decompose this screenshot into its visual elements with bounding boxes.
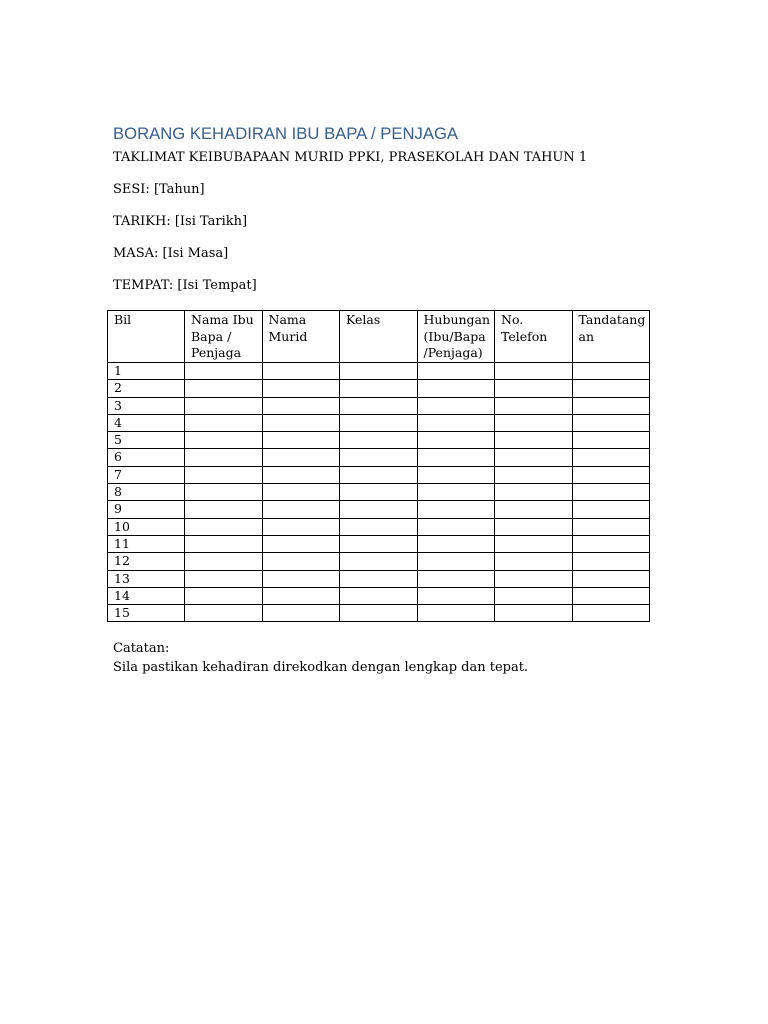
header-parent-name: Nama Ibu Bapa / Penjaga — [185, 311, 263, 363]
table-row — [108, 518, 650, 535]
cell-class[interactable] — [340, 570, 418, 587]
cell-class[interactable] — [340, 587, 418, 604]
cell-relationship[interactable] — [417, 466, 495, 483]
cell-phone[interactable] — [495, 501, 573, 518]
cell-signature[interactable] — [572, 587, 650, 604]
cell-parent-name[interactable] — [185, 535, 263, 552]
cell-student-name[interactable] — [262, 397, 340, 414]
cell-phone[interactable] — [495, 570, 573, 587]
cell-relationship[interactable] — [417, 570, 495, 587]
cell-bil: 5 — [108, 432, 185, 449]
cell-relationship[interactable] — [417, 553, 495, 570]
header-student-name: Nama Murid — [262, 311, 340, 363]
cell-phone[interactable] — [495, 518, 573, 535]
table-row — [108, 501, 650, 518]
cell-class[interactable] — [340, 535, 418, 552]
cell-parent-name[interactable] — [185, 518, 263, 535]
table-row — [108, 553, 650, 570]
cell-parent-name[interactable] — [185, 553, 263, 570]
header-class: Kelas — [340, 311, 418, 363]
cell-relationship[interactable] — [417, 432, 495, 449]
cell-phone[interactable] — [495, 449, 573, 466]
cell-relationship[interactable] — [417, 414, 495, 431]
cell-class[interactable] — [340, 484, 418, 501]
cell-signature[interactable] — [572, 363, 650, 380]
notes-label: Catatan: — [113, 641, 170, 656]
cell-phone[interactable] — [495, 553, 573, 570]
cell-signature[interactable] — [572, 380, 650, 397]
cell-phone[interactable] — [495, 380, 573, 397]
table-row — [108, 414, 650, 431]
cell-class[interactable] — [340, 414, 418, 431]
cell-class[interactable] — [340, 605, 418, 622]
cell-relationship[interactable] — [417, 518, 495, 535]
table-row — [108, 380, 650, 397]
table-header-row — [108, 311, 650, 363]
cell-signature[interactable] — [572, 484, 650, 501]
cell-class[interactable] — [340, 553, 418, 570]
cell-bil: 2 — [108, 380, 185, 397]
cell-bil: 9 — [108, 501, 185, 518]
cell-parent-name[interactable] — [185, 466, 263, 483]
cell-bil: 12 — [108, 553, 185, 570]
cell-student-name[interactable] — [262, 535, 340, 552]
table-row — [108, 587, 650, 604]
cell-parent-name[interactable] — [185, 397, 263, 414]
cell-relationship[interactable] — [417, 587, 495, 604]
cell-class[interactable] — [340, 466, 418, 483]
cell-bil: 3 — [108, 397, 185, 414]
cell-student-name[interactable] — [262, 449, 340, 466]
cell-class[interactable] — [340, 432, 418, 449]
table-row — [108, 484, 650, 501]
cell-phone[interactable] — [495, 414, 573, 431]
table-row — [108, 535, 650, 552]
cell-student-name[interactable] — [262, 466, 340, 483]
cell-parent-name[interactable] — [185, 605, 263, 622]
cell-signature[interactable] — [572, 605, 650, 622]
header-relationship: Hubungan (Ibu/Bapa /Penjaga) — [417, 311, 495, 363]
table-row — [108, 605, 650, 622]
table-row — [108, 397, 650, 414]
cell-student-name[interactable] — [262, 501, 340, 518]
cell-parent-name[interactable] — [185, 501, 263, 518]
table-row — [108, 449, 650, 466]
cell-parent-name[interactable] — [185, 380, 263, 397]
cell-relationship[interactable] — [417, 605, 495, 622]
cell-signature[interactable] — [572, 553, 650, 570]
cell-phone[interactable] — [495, 397, 573, 414]
header-signature: Tandatang an — [572, 311, 650, 363]
cell-phone[interactable] — [495, 587, 573, 604]
cell-parent-name[interactable] — [185, 587, 263, 604]
cell-student-name[interactable] — [262, 414, 340, 431]
cell-phone[interactable] — [495, 466, 573, 483]
table-row — [108, 432, 650, 449]
session-field: SESI: [Tahun] — [113, 182, 205, 197]
header-phone: No. Telefon — [495, 311, 573, 363]
cell-signature[interactable] — [572, 432, 650, 449]
cell-class[interactable] — [340, 380, 418, 397]
cell-student-name[interactable] — [262, 484, 340, 501]
table-row — [108, 363, 650, 380]
time-field: MASA: [Isi Masa] — [113, 246, 229, 261]
cell-student-name[interactable] — [262, 605, 340, 622]
cell-relationship[interactable] — [417, 397, 495, 414]
cell-signature[interactable] — [572, 397, 650, 414]
cell-student-name[interactable] — [262, 518, 340, 535]
cell-phone[interactable] — [495, 535, 573, 552]
attendance-table — [107, 310, 650, 622]
venue-field: TEMPAT: [Isi Tempat] — [113, 278, 257, 293]
cell-bil: 6 — [108, 449, 185, 466]
cell-class[interactable] — [340, 518, 418, 535]
cell-student-name[interactable] — [262, 432, 340, 449]
cell-student-name[interactable] — [262, 570, 340, 587]
cell-phone[interactable] — [495, 605, 573, 622]
cell-bil: 13 — [108, 570, 185, 587]
cell-class[interactable] — [340, 397, 418, 414]
cell-bil: 4 — [108, 414, 185, 431]
table-body — [108, 363, 650, 622]
cell-bil: 1 — [108, 363, 185, 380]
cell-class[interactable] — [340, 501, 418, 518]
form-title: BORANG KEHADIRAN IBU BAPA / PENJAGA — [113, 124, 459, 143]
header-bil: Bil — [108, 311, 185, 363]
cell-relationship[interactable] — [417, 535, 495, 552]
cell-relationship[interactable] — [417, 484, 495, 501]
cell-student-name[interactable] — [262, 380, 340, 397]
notes-text: Sila pastikan kehadiran direkodkan dengan lengkap dan tepat. — [113, 660, 529, 675]
cell-parent-name[interactable] — [185, 484, 263, 501]
cell-student-name[interactable] — [262, 363, 340, 380]
table-row — [108, 466, 650, 483]
cell-bil: 10 — [108, 518, 185, 535]
cell-parent-name[interactable] — [185, 363, 263, 380]
cell-signature[interactable] — [572, 414, 650, 431]
cell-student-name[interactable] — [262, 587, 340, 604]
table-row — [108, 570, 650, 587]
cell-bil: 15 — [108, 605, 185, 622]
form-subtitle: TAKLIMAT KEIBUBAPAAN MURID PPKI, PRASEKOLAH DAN TAHUN 1 — [113, 150, 588, 165]
cell-signature[interactable] — [572, 501, 650, 518]
cell-parent-name[interactable] — [185, 570, 263, 587]
cell-parent-name[interactable] — [185, 449, 263, 466]
cell-phone[interactable] — [495, 484, 573, 501]
cell-signature[interactable] — [572, 535, 650, 552]
cell-relationship[interactable] — [417, 449, 495, 466]
cell-phone[interactable] — [495, 363, 573, 380]
cell-student-name[interactable] — [262, 553, 340, 570]
cell-bil: 14 — [108, 587, 185, 604]
cell-signature[interactable] — [572, 570, 650, 587]
cell-bil: 7 — [108, 466, 185, 483]
cell-bil: 8 — [108, 484, 185, 501]
cell-signature[interactable] — [572, 449, 650, 466]
date-field: TARIKH: [Isi Tarikh] — [113, 214, 248, 229]
cell-relationship[interactable] — [417, 363, 495, 380]
cell-relationship[interactable] — [417, 380, 495, 397]
cell-parent-name[interactable] — [185, 414, 263, 431]
cell-parent-name[interactable] — [185, 432, 263, 449]
cell-signature[interactable] — [572, 518, 650, 535]
cell-class[interactable] — [340, 363, 418, 380]
cell-class[interactable] — [340, 449, 418, 466]
cell-bil: 11 — [108, 535, 185, 552]
cell-phone[interactable] — [495, 432, 573, 449]
cell-signature[interactable] — [572, 466, 650, 483]
cell-relationship[interactable] — [417, 501, 495, 518]
